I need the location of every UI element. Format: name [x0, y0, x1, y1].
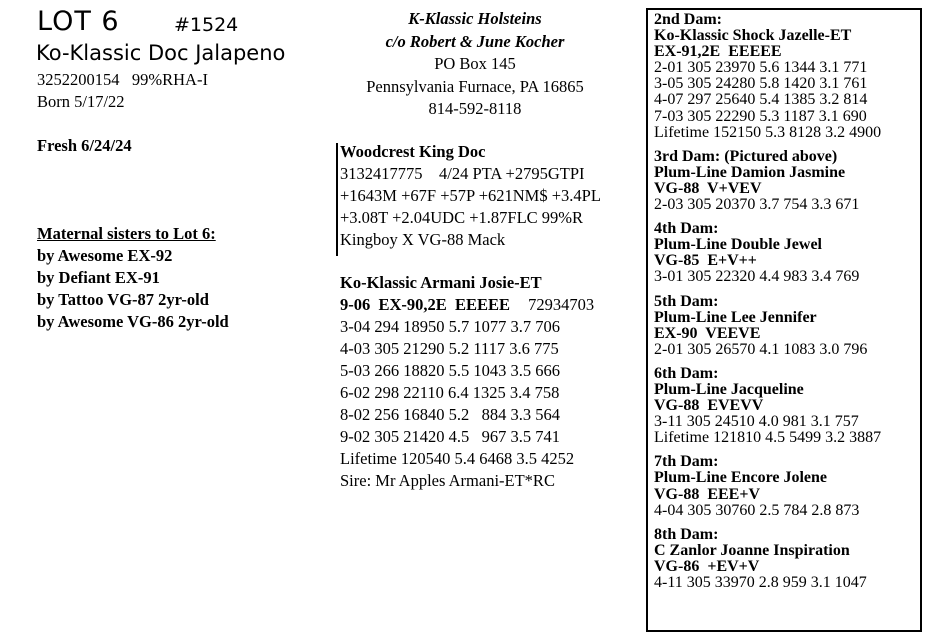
farm-name: K-Klassic Holsteins	[408, 9, 542, 28]
dam-label: 3rd Dam: (Pictured above)	[654, 147, 838, 165]
phone: 814-592-8118	[428, 99, 522, 118]
dam-entry-class: VG-86 +EV+V	[654, 557, 760, 575]
dam-class-row	[340, 294, 594, 316]
sire-name: Woodcrest King Doc	[340, 142, 486, 161]
dam-entry	[654, 366, 916, 446]
dam-entry-record: Lifetime 152150 5.3 8128 3.2 4900	[654, 123, 882, 141]
address-line-1: PO Box 145	[434, 54, 516, 73]
dam-label: 4th Dam:	[654, 220, 719, 238]
dam-record: 4-03 305 21290 5.2 1117 3.6 775	[340, 339, 559, 358]
maternal-item: by Awesome VG-86 2yr-old	[37, 312, 229, 331]
dam-entry-record: 2-03 305 20370 3.7 754 3.3 671	[654, 196, 860, 214]
dam-entry-record: 4-04 305 30760 2.5 784 2.8 873	[654, 501, 860, 519]
sire-line: +1643M +67F +57P +621NM$ +3.4PL	[340, 186, 601, 205]
dam-entry-name: C Zanlor Joanne Inspiration	[654, 541, 850, 559]
animal-name: Ko-Klassic Doc Jalapeno	[36, 41, 286, 65]
dam-entry-class: EX-90 VEEVE	[654, 324, 761, 342]
dam-label: 2nd Dam:	[654, 11, 723, 28]
dam-entry-name: Plum-Line Lee Jennifer	[654, 308, 817, 326]
dam-label: 5th Dam:	[654, 292, 719, 310]
sire-line: Kingboy X VG-88 Mack	[340, 230, 506, 249]
sire-block	[340, 141, 601, 251]
dam-record: 3-04 294 18950 5.7 1077 3.7 706	[340, 317, 560, 336]
dam-entry	[654, 12, 916, 141]
maternal-item: by Tattoo VG-87 2yr-old	[37, 290, 209, 309]
dam-entry-record: 3-05 305 24280 5.8 1420 3.1 761	[654, 75, 868, 93]
dam-name: Ko-Klassic Armani Josie-ET	[340, 273, 542, 292]
dam-label: 7th Dam:	[654, 453, 719, 471]
dam-entry	[654, 221, 916, 285]
maternal-heading: Maternal sisters to Lot 6:	[37, 224, 216, 243]
dam-entry-record: 4-07 297 25640 5.4 1385 3.2 814	[654, 91, 868, 109]
dam-entry	[654, 454, 916, 518]
dam-entry-name: Plum-Line Double Jewel	[654, 236, 822, 254]
birth-date: Born 5/17/22	[37, 92, 125, 111]
dam-record: 5-03 266 18820 5.5 1043 3.5 666	[340, 361, 560, 380]
dam-block	[340, 272, 594, 492]
dam-record: 8-02 256 16840 5.2 884 3.3 564	[340, 405, 560, 424]
sire-divider	[336, 143, 338, 256]
owner-name: c/o Robert & June Kocher	[385, 31, 565, 51]
dam-entry-record: 7-03 305 22290 5.3 1187 3.1 690	[654, 107, 867, 125]
dam-entry	[654, 149, 916, 213]
dam-entry-name: Plum-Line Jacqueline	[654, 380, 804, 398]
sire-line: 3132417775 4/24 PTA +2795GTPI	[340, 164, 585, 183]
dam-entry-name: Ko-Klassic Shock Jazelle-ET	[654, 27, 852, 45]
dam-entry-record: 3-11 305 24510 4.0 981 3.1 757	[654, 413, 859, 431]
dam-entry-record: 2-01 305 26570 4.1 1083 3.0 796	[654, 340, 868, 358]
dam-record: 9-02 305 21420 4.5 967 3.5 741	[340, 427, 560, 446]
dam-entry-class: VG-88 EEE+V	[654, 485, 761, 503]
dam-label: 6th Dam:	[654, 364, 719, 382]
dam-label: 8th Dam:	[654, 525, 719, 543]
dam-entry	[654, 294, 916, 358]
maternal-item: by Defiant EX-91	[37, 268, 160, 287]
dam-entry-record: 4-11 305 33970 2.8 959 3.1 1047	[654, 574, 867, 591]
dam-record: Lifetime 120540 5.4 6468 3.5 4252	[340, 449, 575, 468]
dam-record: 6-02 298 22110 6.4 1325 3.4 758	[340, 383, 560, 402]
dam-entry-class: VG-85 E+V++	[654, 252, 757, 270]
dam-entry-record: 3-01 305 22320 4.4 983 3.4 769	[654, 268, 860, 286]
sire-line: +3.08T +2.04UDC +1.87FLC 99%R	[340, 208, 584, 227]
breeder-header	[340, 8, 610, 121]
lot-title: LOT 6	[37, 6, 120, 37]
maternal-item: by Awesome EX-92	[37, 246, 173, 265]
dam-entry-record: 2-01 305 23970 5.6 1344 3.1 771	[654, 59, 868, 77]
lot-number: #1524	[174, 14, 239, 36]
dam-classification: 9-06 EX-90,2E EEEEE	[340, 295, 511, 314]
dam-entry	[654, 527, 916, 591]
address-line-2: Pennsylvania Furnace, PA 16865	[366, 76, 584, 96]
dam-entry-class: EX-91,2E EEEEE	[654, 43, 782, 61]
dam-record: Sire: Mr Apples Armani-ET*RC	[340, 471, 555, 490]
fresh-date: Fresh 6/24/24	[37, 136, 132, 155]
dam-entry-record: Lifetime 121810 4.5 5499 3.2 3887	[654, 429, 882, 447]
dam-entry-name: Plum-Line Encore Jolene	[654, 469, 828, 487]
dams-list	[654, 12, 916, 591]
registration-line: 3252200154 99%RHA-I	[37, 70, 208, 89]
dam-entry-class: VG-88 EVEVV	[654, 397, 764, 415]
dam-registration: 72934703	[528, 295, 595, 314]
dam-entry-class: VG-88 V+VEV	[654, 179, 762, 197]
dam-entry-name: Plum-Line Damion Jasmine	[654, 163, 846, 181]
maternal-sisters	[37, 223, 229, 333]
